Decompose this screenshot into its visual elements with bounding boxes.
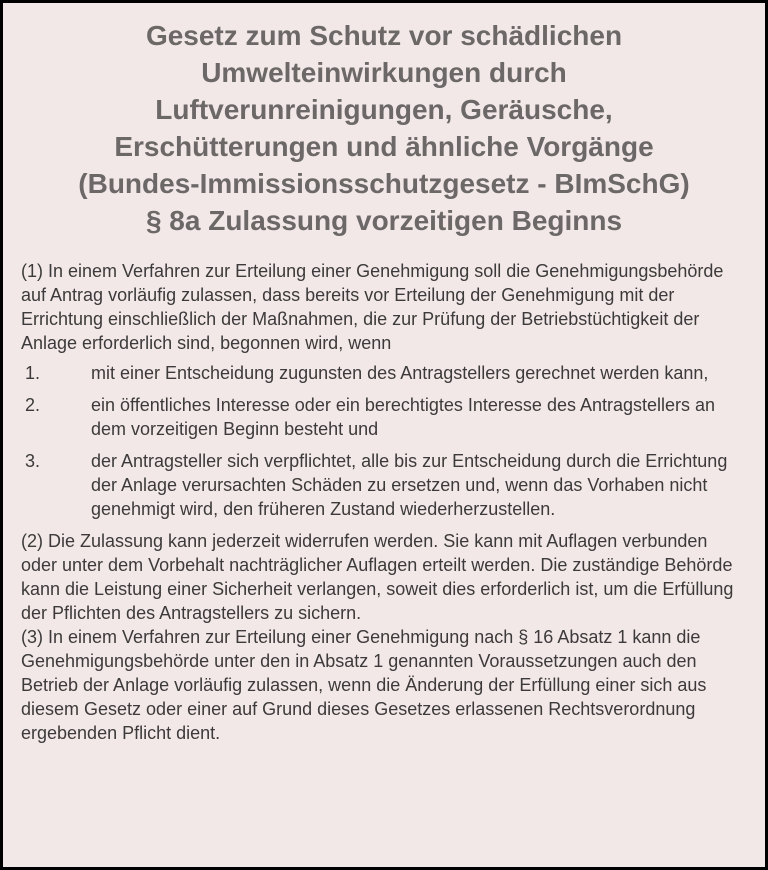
condition-list <box>21 361 747 521</box>
title-line: (Bundes-Immissionsschutzgesetz - BImSchG) <box>78 168 690 199</box>
list-item-number: 2. <box>25 395 41 415</box>
list-item <box>21 393 747 441</box>
list-item <box>21 449 747 521</box>
list-item-text: der Antragsteller sich verpflichtet, alle bis zur Entscheidung durch die Errichtung der Anlage verursachten Schäden zu ersetzen und, wenn das Vorhaben nicht genehmigt wird, den früheren Zustand wiederherzustellen. <box>91 451 728 519</box>
list-item <box>21 361 747 385</box>
title-line: Umwelteinwirkungen durch <box>201 57 567 88</box>
paragraph-2: (2) Die Zulassung kann jederzeit widerrufen werden. Sie kann mit Auflagen verbunden oder unter dem Vorbehalt nachträglicher Auflagen erteilt werden. Die zuständige Behörde kann die Leistung einer Sicherheit verlangen, soweit dies erforderlich ist, um die Erfüllung der Pflichten des Antragstellers zu sichern. <box>21 531 734 623</box>
title-line: Luftverunreinigungen, Geräusche, <box>155 94 613 125</box>
list-item-number: 3. <box>25 451 41 471</box>
list-item-text: ein öffentliches Interesse oder ein berechtigtes Interesse des Antragstellers an dem vorzeitigen Beginn besteht und <box>91 395 716 439</box>
list-item-text: mit einer Entscheidung zugunsten des Antragstellers gerechnet werden kann, <box>91 363 709 383</box>
section-heading: § 8a Zulassung vorzeitigen Beginns <box>145 205 623 236</box>
paragraph-1-intro: (1) In einem Verfahren zur Erteilung einer Genehmigung soll die Genehmigungsbehörde auf Antrag vorläufig zulassen, dass bereits vor Erteilung der Genehmigung mit der Errichtung einschließlich der Maßnahmen, die zur Prüfung der Betriebstüchtigkeit der Anlage erforderlich sind, begonnen wird, wenn <box>21 261 724 353</box>
title-line: Gesetz zum Schutz vor schädlichen <box>145 20 623 51</box>
title-line: Erschütterungen und ähnliche Vorgänge <box>114 131 654 162</box>
paragraph-3: (3) In einem Verfahren zur Erteilung einer Genehmigung nach § 16 Absatz 1 kann die Genehmigungsbehörde unter den in Absatz 1 genannten Voraussetzungen auch den Betrieb der Anlage vorläufig zulassen, wenn die Änderung der Erfüllung einer sich aus diesem Gesetz oder einer auf Grund dieses Gesetzes erlassenen Rechtsverordnung ergebenden Pflicht dient. <box>21 627 707 743</box>
list-item-number: 1. <box>25 363 41 383</box>
document-body <box>21 259 747 745</box>
document-title <box>21 17 747 239</box>
document-page <box>3 3 765 867</box>
